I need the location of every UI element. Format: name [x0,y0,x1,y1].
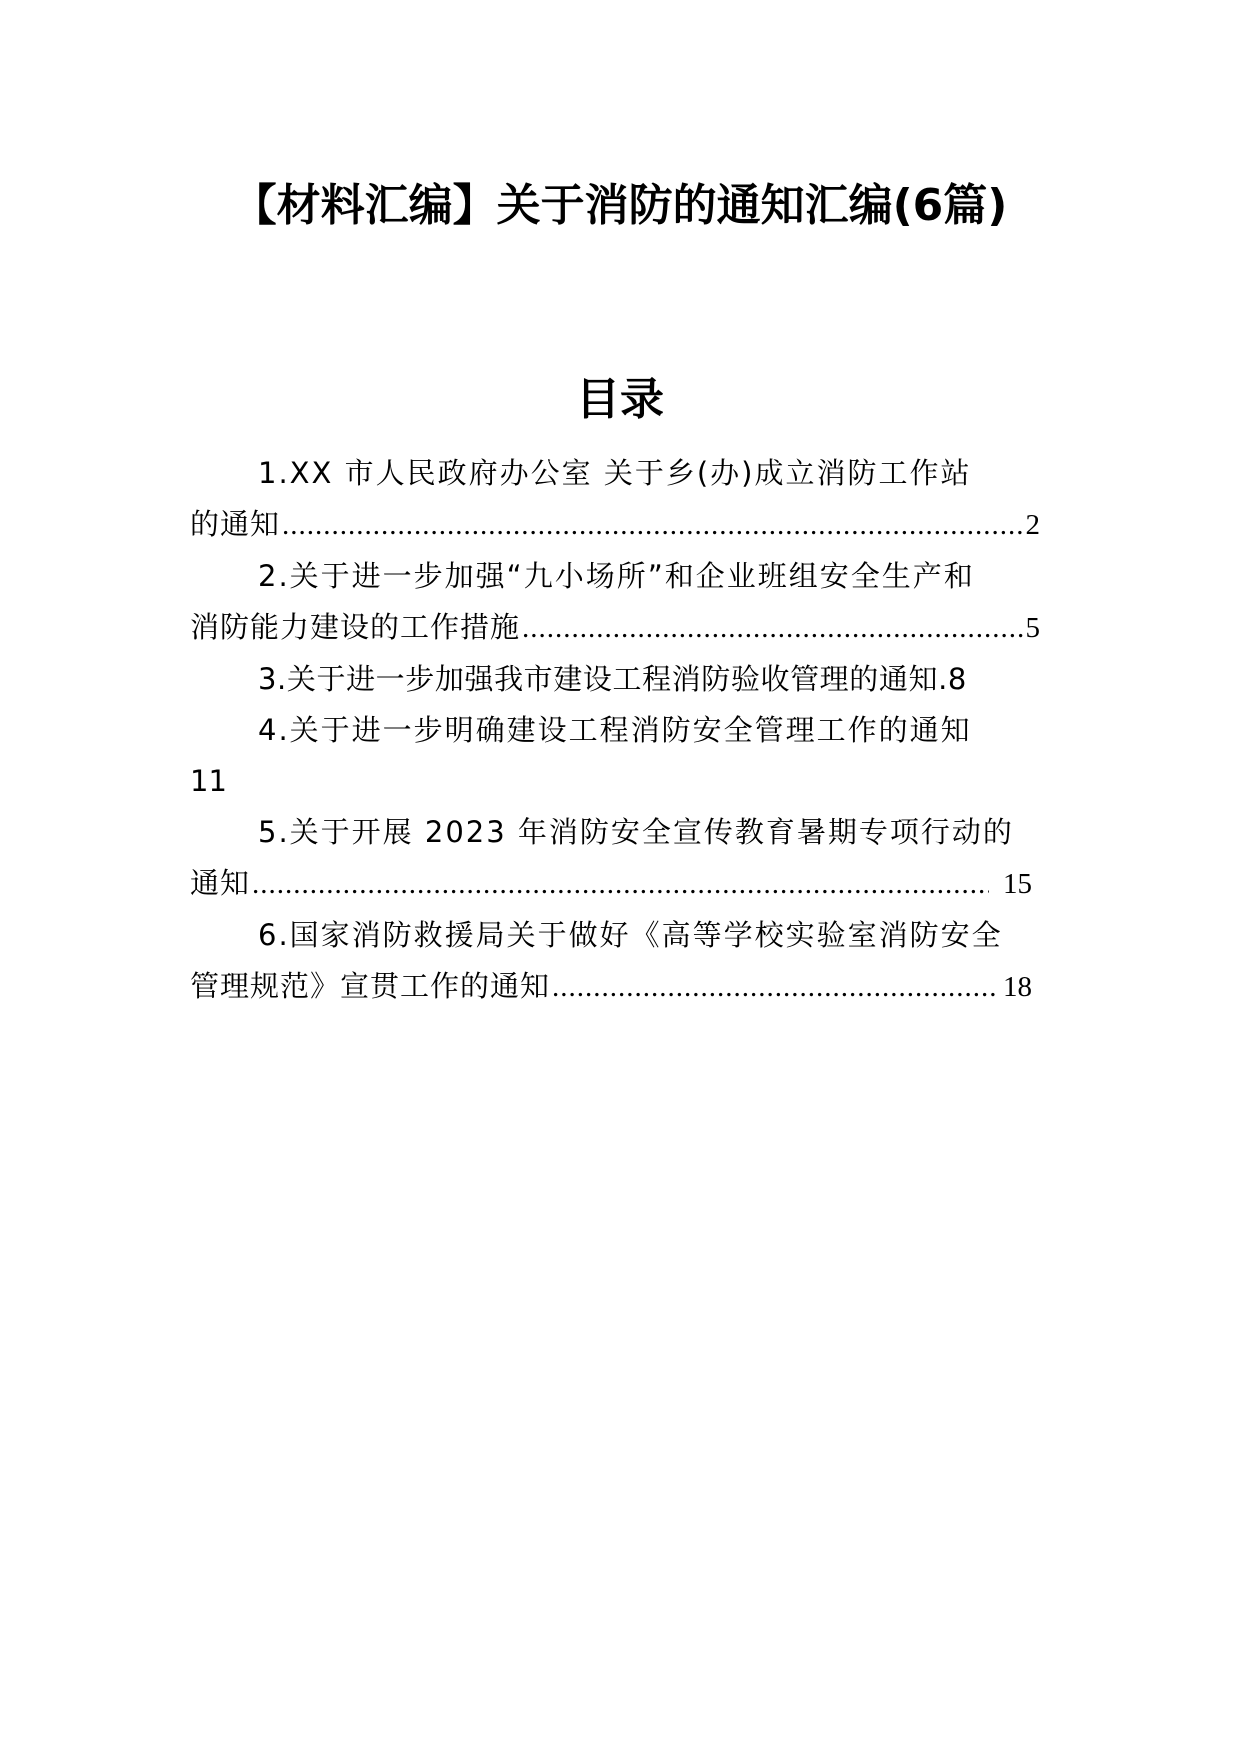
toc-entry-line [190,654,1050,705]
toc-entry-title: 2.关于进一步加强“九小场所”和企业班组安全生产和 [258,559,975,593]
toc-entry-title: 1.XX 市人民政府办公室 关于乡(办)成立消防工作站 [258,456,972,490]
document-title: 【材料汇编】关于消防的通知汇编(6篇) [232,180,1008,231]
dot-leader [282,500,1023,551]
table-of-contents [190,448,1050,1013]
toc-entry-5[interactable] [190,807,1050,910]
toc-page-number: 8 [947,662,967,696]
dot-leader [552,962,995,1013]
toc-entry-line [190,961,1050,1013]
toc-entry-title: 6.国家消防救援局关于做好《高等学校实验室消防安全 [258,918,1003,952]
toc-entry-4[interactable] [190,705,1050,807]
toc-entry-title: 5.关于开展 2023 年消防安全宣传教育暑期专项行动的 [258,815,1014,849]
toc-entry-title-continued: 的通知 [190,507,281,541]
toc-heading: 目录 [576,374,664,425]
toc-entry-title-continued: 管理规范》宣贯工作的通知 [190,969,551,1003]
toc-page-number: 18 [1003,971,1032,1003]
toc-entry-title-continued: 通知 [190,866,251,900]
toc-entry-line [190,602,1050,654]
toc-entry-3[interactable] [190,654,1050,705]
toc-page-number: 15 [1003,868,1032,900]
toc-entry-1[interactable] [190,448,1050,551]
toc-entry-line [190,756,1050,807]
toc-entry-title: 3.关于进一步加强我市建设工程消防验收管理的通知. [258,662,948,696]
dot-leader [522,603,1023,654]
dot-leader [252,859,989,910]
toc-page-number: 5 [1025,612,1040,644]
toc-entry-title: 4.关于进一步明确建设工程消防安全管理工作的通知 [258,713,972,747]
toc-entry-2[interactable] [190,551,1050,654]
toc-entry-title-continued: 消防能力建设的工作措施 [190,610,521,644]
toc-entry-line [190,499,1050,551]
toc-entry-line [190,858,1050,910]
toc-entry-6[interactable] [190,910,1050,1013]
toc-page-number: 11 [190,764,227,798]
toc-page-number: 2 [1025,509,1040,541]
